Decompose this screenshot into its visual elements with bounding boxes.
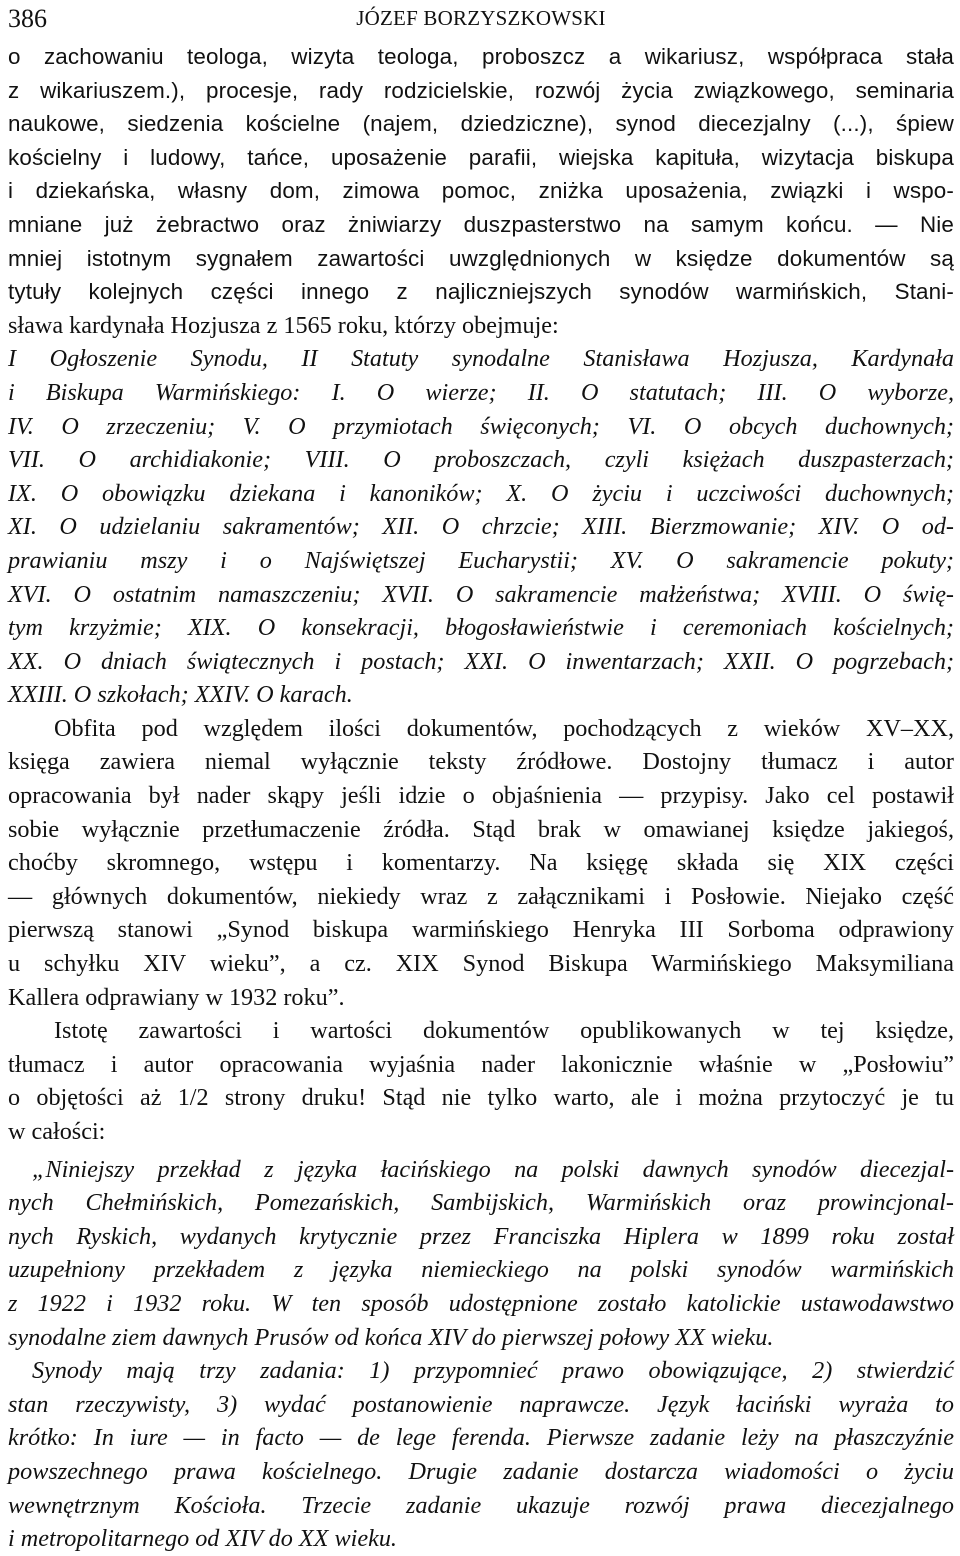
quote-line: nych Chełmińskich, Pomezańskich, Sambijskich, Warmińskich oraz prowincjonal- [8, 1189, 954, 1217]
synod-contents-line: XI. O udzielaniu sakramentów; XII. O chrzcie; XIII. Bierzmowanie; XIV. O od- [8, 513, 954, 541]
text-line: Obfita pod względem ilości dokumentów, pochodzących z wieków XV–XX, [54, 714, 954, 742]
text-line: — głównych dokumentów, niekiedy wraz z załącznikami i Posłowie. Niejako część [8, 882, 954, 910]
document-page [8, 0, 954, 1556]
page-number: 386 [8, 4, 47, 33]
synod-contents-line: I Ogłoszenie Synodu, II Statuty synodalne Stanisława Hozjusza, Kardynała [8, 345, 954, 373]
text-line: w całości: [8, 1118, 106, 1145]
text-line: kościelny i ludowy, tańce, uposażenie parafii, wiejska kapituła, wizytacja biskupa [8, 144, 954, 170]
synod-contents-line: XXIII. O szkołach; XXIV. O karach. [8, 681, 353, 709]
quote-line: i metropolitarnego od XIV do XX wieku. [8, 1525, 397, 1553]
text-line: o zachowaniu teologa, wizyta teologa, proboszcz a wikariusz, współpraca stała [8, 44, 954, 69]
page-header [8, 0, 954, 40]
synod-contents-line: prawianiu mszy i o Najświętszej Eucharystii; XV. O sakramencie pokuty; [8, 546, 954, 574]
synod-contents-line: VII. O archidiakonie; VIII. O proboszczach, czyli księżach duszpasterzach; [8, 446, 954, 474]
text-line: sława kardynała Hozjusza z 1565 roku, którzy obejmuje: [8, 311, 559, 339]
text-line: u schyłku XIV wieku”, a cz. XIX Synod Biskupa Warmińskiego Maksymiliana [8, 950, 954, 978]
text-line: pierwszą stanowi „Synod biskupa warmińskiego Henryka III Sorboma odprawiony [8, 916, 954, 944]
quote-line: „Niniejszy przekład z języka łacińskiego na polski dawnych synodów diecezjal- [32, 1155, 954, 1183]
text-line: mniej istotnym sygnałem zawartości uwzględnionych w księdze dokumentów są [8, 245, 954, 271]
text-line: sobie wyłącznie przetłumaczenie źródła. Stąd brak w omawianej księdze jakiegoś, [8, 815, 954, 843]
text-line: o objętości aż 1/2 strony druku! Stąd nie tylko warto, ale i można przytoczyć je tu [8, 1084, 954, 1112]
text-line: mniane już żebractwo oraz żniwiarzy duszpasterstwo na samym końcu. — Nie [8, 211, 954, 237]
running-head: JÓZEF BORZYSZKOWSKI [356, 6, 606, 30]
synod-contents-line: XVI. O ostatnim namaszczeniu; XVII. O sakramencie małżeństwa; XVIII. O świę- [8, 580, 954, 608]
quote-line: synodalne ziem dawnych Prusów od końca XIV do pierwszej połowy XX wieku. [8, 1323, 774, 1351]
synod-contents-line: tym krzyżmie; XIX. O konsekracji, błogosławieństwie i ceremoniach kościelnych; [8, 614, 954, 642]
quote-line: uzupełniony przekładem z języka niemieckiego na polski synodów warmińskich [8, 1256, 954, 1284]
synod-contents-line: IV. O zrzeczeniu; V. O przymiotach święconych; VI. O obcych duchownych; [8, 412, 954, 440]
quote-line: wewnętrznym Kościoła. Trzecie zadanie ukazuje rozwój prawa diecezjalnego [8, 1491, 954, 1519]
text-line: z wikariuszem.), procesje, rady rodzicielskie, rozwój życia związkowego, seminaria [8, 77, 954, 103]
quote-line: stan rzeczywisty, 3) wydać postanowienie naprawcze. Język łaciński wyraża to [8, 1390, 954, 1418]
quote-line: nych Ryskich, wydanych krytycznie przez Franciszka Hiplera w 1899 roku został [8, 1222, 954, 1250]
text-line: księga zawiera niemal wyłącznie teksty źródłowe. Dostojny tłumacz i autor [8, 748, 954, 776]
quote-line: z 1922 i 1932 roku. W ten sposób udostępnione zostało katolickie ustawodawstwo [8, 1289, 954, 1317]
text-line: Kallera odprawiany w 1932 roku”. [8, 983, 345, 1011]
text-line: tłumacz i autor opracowania wyjaśnia nader lakonicznie właśnie w „Posłowiu” [8, 1050, 954, 1078]
synod-contents-line: IX. O obowiązku dziekana i kanoników; X. O życiu i uczciwości duchownych; [8, 479, 954, 507]
quote-line: Synody mają trzy zadania: 1) przypomnieć prawo obowiązujące, 2) stwierdzić [32, 1357, 954, 1385]
synod-contents-line: XX. O dniach świątecznych i postach; XXI. O inwentarzach; XXII. O pogrzebach; [8, 647, 954, 675]
text-line: tytuły kolejnych części innego z najliczniejszych synodów warmińskich, Stani- [8, 279, 954, 305]
text-line: choćby skromnego, wstępu i komentarzy. Na księgę składa się XIX części [8, 849, 954, 877]
text-line: Istotę zawartości i wartości dokumentów opublikowanych w tej księdze, [54, 1017, 954, 1045]
quote-line: powszechnego prawa kościelnego. Drugie zadanie dostarcza wiadomości o życiu [8, 1457, 954, 1485]
text-line: i dziekańska, własny dom, zimowa pomoc, zniżka uposażenia, związki i wspo- [8, 178, 954, 204]
quote-line: krótko: In iure — in facto — de lege ferenda. Pierwsze zadanie leży na płaszczyźnie [8, 1424, 954, 1452]
synod-contents-line: i Biskupa Warmińskiego: I. O wierze; II. O statutach; III. O wyborze, [8, 378, 954, 406]
body-text [8, 40, 954, 1556]
text-line: naukowe, siedzenia kościelne (najem, dziedziczne), synod diecezjalny (...), śpiew [8, 111, 954, 137]
text-line: opracowania był nader skąpy jeśli idzie o objaśnienia — przypisy. Jako cel postawił [8, 782, 954, 810]
